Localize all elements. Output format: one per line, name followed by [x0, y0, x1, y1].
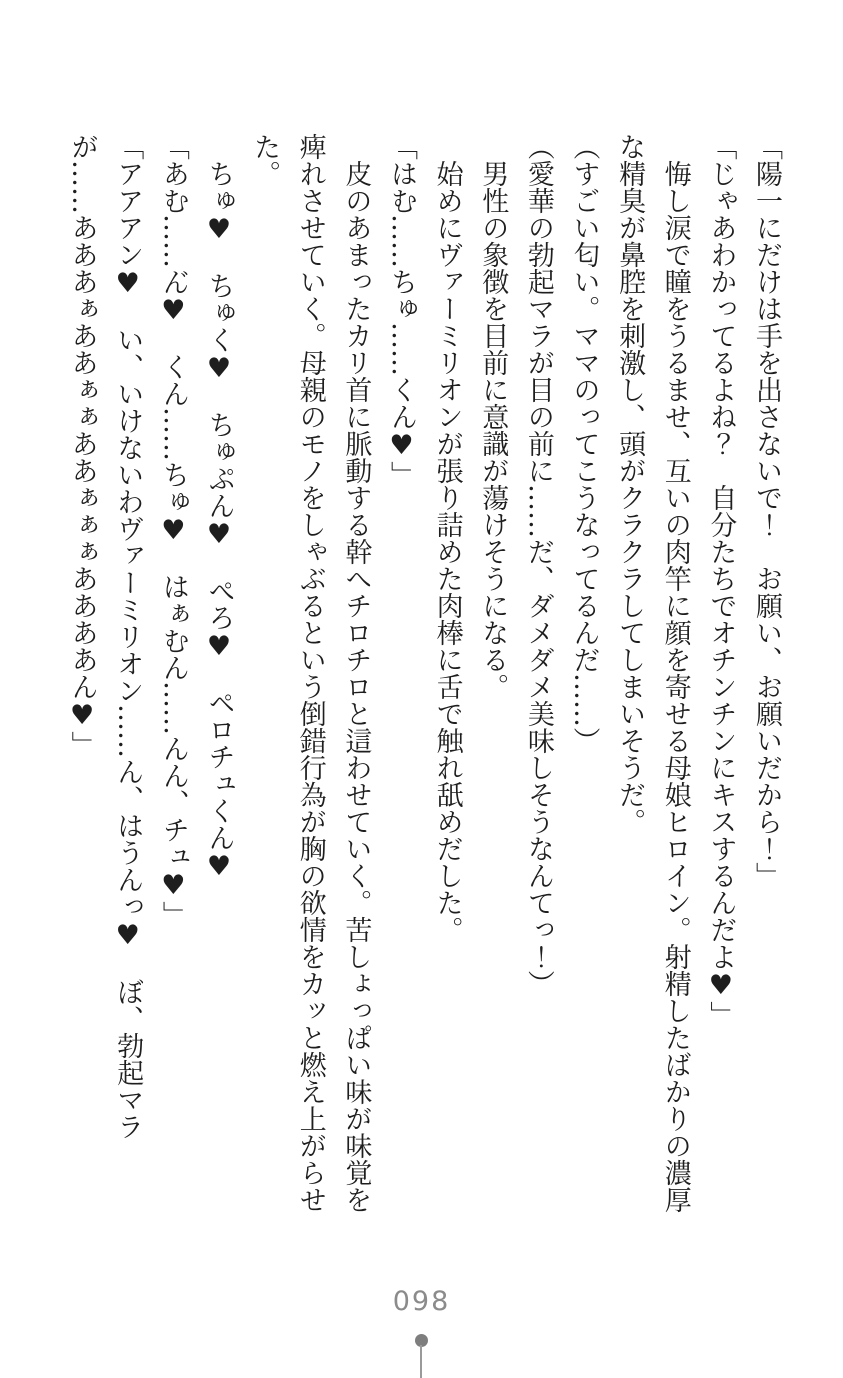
paragraph-8-dialogue: 「はむ……ちゅ……くん♥」: [386, 133, 417, 488]
paragraph-11-dialogue: 「あむ……ん゙♥ くん……ちゅ♥ はぁむん……んん、チュ♥」: [157, 133, 189, 928]
text-columns: [49, 133, 789, 1213]
paragraph-7-narration: 始めにヴァーミリオンが張り詰めた肉棒に舌で触れ舐めだした。: [431, 160, 463, 943]
paragraph-3-narration: 悔し涙で瞳をうるませ、互いの肉竿に顔を寄せる母娘ヒロイン。射精したばかりの濃厚な精臭が鼻腔を刺激し、頭がクラクラしてしまいそうだ。: [614, 133, 691, 1213]
paragraph-6-narration: 男性の象徴を目前に意識が蕩けそうになる。: [477, 160, 509, 700]
paragraph-2-dialogue: 「じゃあわかってるよね？ 自分たちでオチンチンにキスするんだよ♥」: [705, 133, 737, 1028]
page-number: 098: [392, 1286, 451, 1317]
paragraph-4-thought: （すごい匂い。ママのってこうなってるんだ……）: [568, 133, 600, 754]
paragraph-5-thought: （愛華の勃起マラが目の前に……だ、ダメダメ美味しそうなんてっ！）: [522, 133, 554, 997]
paragraph-10-sfx: ちゅ♥ ちゅく♥ ちゅぷん♥ ぺろ♥ ペロチュくん♥: [203, 160, 235, 882]
paragraph-9-narration: 皮のあまったカリ首に脈動する幹へチロチロと這わせていく。苦しょっぱい味が味覚を痺れさせていく。母親のモノをしゃぶるという倒錯行為が胸の欲情をカッと燃え上がらせた。: [249, 133, 372, 1213]
paragraph-12-dialogue: 「アアアン♥ い、いけないわヴァーミリオン……ん、はうんっ♥ ぼ、勃起マラが……あああぁああぁぁああぁぁぁああああん♥」: [66, 133, 144, 1140]
paragraph-1-dialogue: 「陽一にだけは手を出さないで！ お願い、お願いだから！」: [751, 133, 782, 889]
page-ornament-stem: [420, 1345, 422, 1378]
